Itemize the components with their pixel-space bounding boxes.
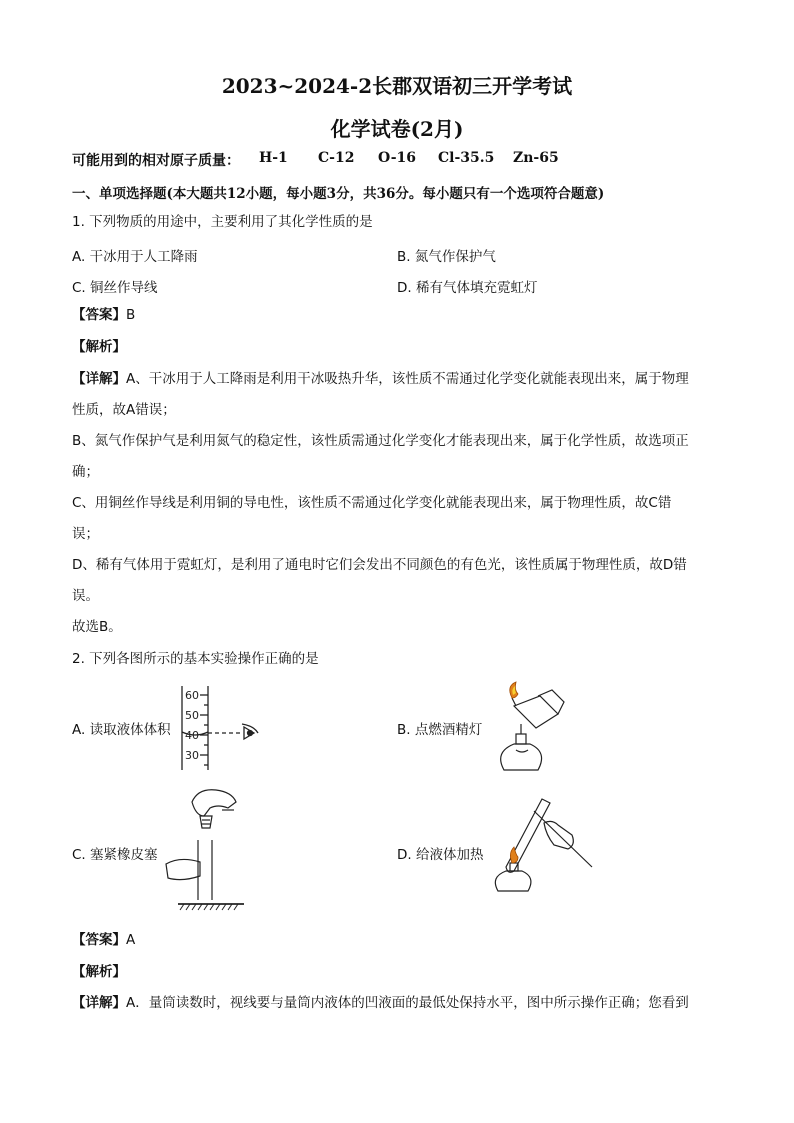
question-1-detail-line-9: 故选B。 [72,619,122,635]
question-1-answer [72,306,135,324]
atomic-mass-zn: Zn-65 [513,150,559,166]
exam-subtitle: 化学试卷(2月) [330,117,464,141]
tick-label-40: 40 [185,729,199,742]
detail-text: A．量筒读数时，视线要与量筒内液体的凹液面的最低处保持水平，图中所示操作正确；您看到 [126,995,689,1011]
question-2-option-d: D. 给液体加热 [397,847,484,863]
analysis-tag: 【解析】 [72,964,126,980]
atomic-mass-h: H-1 [259,150,288,166]
question-1-option-c: C. 铜丝作导线 [72,280,158,296]
answer-tag: 【答案】 [72,932,126,948]
question-1-option-a: A. 干冰用于人工降雨 [72,249,198,265]
question-2-detail-line-1 [72,994,689,1012]
question-2-analysis-tag [72,963,126,981]
tick-label-30: 30 [185,749,199,762]
question-1-detail-line-2: 性质，故A错误； [72,402,176,418]
question-1-option-b: B. 氮气作保护气 [397,249,496,265]
answer-tag: 【答案】 [72,307,126,323]
question-1-option-d: D. 稀有气体填充霓虹灯 [397,280,538,296]
question-1-detail-line-6: 误； [72,526,99,542]
tick-label-50: 50 [185,709,199,722]
tick-label-60: 60 [185,689,199,702]
figure-a-graduated-cylinder [176,684,266,772]
atomic-mass-o: O-16 [378,150,417,166]
question-1-detail-line-7: D、稀有气体用于霓虹灯，是利用了通电时它们会发出不同颜色的有色光，该性质属于物理性质，故D错 [72,557,687,573]
detail-tag: 【详解】 [72,371,126,387]
question-2-option-b: B. 点燃酒精灯 [397,722,483,738]
question-1-detail-line-3: B、氮气作保护气是利用氮气的稳定性，该性质需通过化学变化才能表现出来，属于化学性质，故选项正 [72,433,689,449]
question-2-option-a: A. 读取液体体积 [72,722,171,738]
atomic-mass-cl: Cl-35.5 [438,150,495,166]
detail-text: A、干冰用于人工降雨是利用干冰吸热升华，该性质不需通过化学变化就能表现出来，属于物理 [126,371,689,387]
answer-value: A [126,932,136,948]
question-1-analysis-tag [72,338,126,356]
exam-title: 2023~2024-2长郡双语初三开学考试 [221,74,573,98]
analysis-tag: 【解析】 [72,339,126,355]
question-2-option-c: C. 塞紧橡皮塞 [72,847,158,863]
question-2-answer [72,931,135,949]
question-2-stem: 2. 下列各图所示的基本实验操作正确的是 [72,651,319,667]
question-1-stem: 1. 下列物质的用途中，主要利用了其化学性质的是 [72,214,373,230]
detail-tag: 【详解】 [72,995,126,1011]
figure-d-heating-test-tube-icon [488,795,596,895]
question-1-detail-line-8: 误。 [72,588,99,604]
question-1-detail-line-1 [72,370,689,388]
question-1-detail-line-4: 确； [72,464,99,480]
atomic-mass-label: 可能用到的相对原子质量： [72,153,240,169]
figure-b-alcohol-lamp-icon [492,680,574,772]
answer-value: B [126,307,136,323]
section-heading: 一、单项选择题(本大题共12小题，每小题3分，共36分。每小题只有一个选项符合题意) [72,186,605,202]
atomic-mass-c: C-12 [318,150,355,166]
figure-c-test-tube-stopper-icon [160,782,246,914]
question-1-detail-line-5: C、用铜丝作导线是利用铜的导电性，该性质不需通过化学变化就能表现出来，属于物理性质，故C错 [72,495,672,511]
